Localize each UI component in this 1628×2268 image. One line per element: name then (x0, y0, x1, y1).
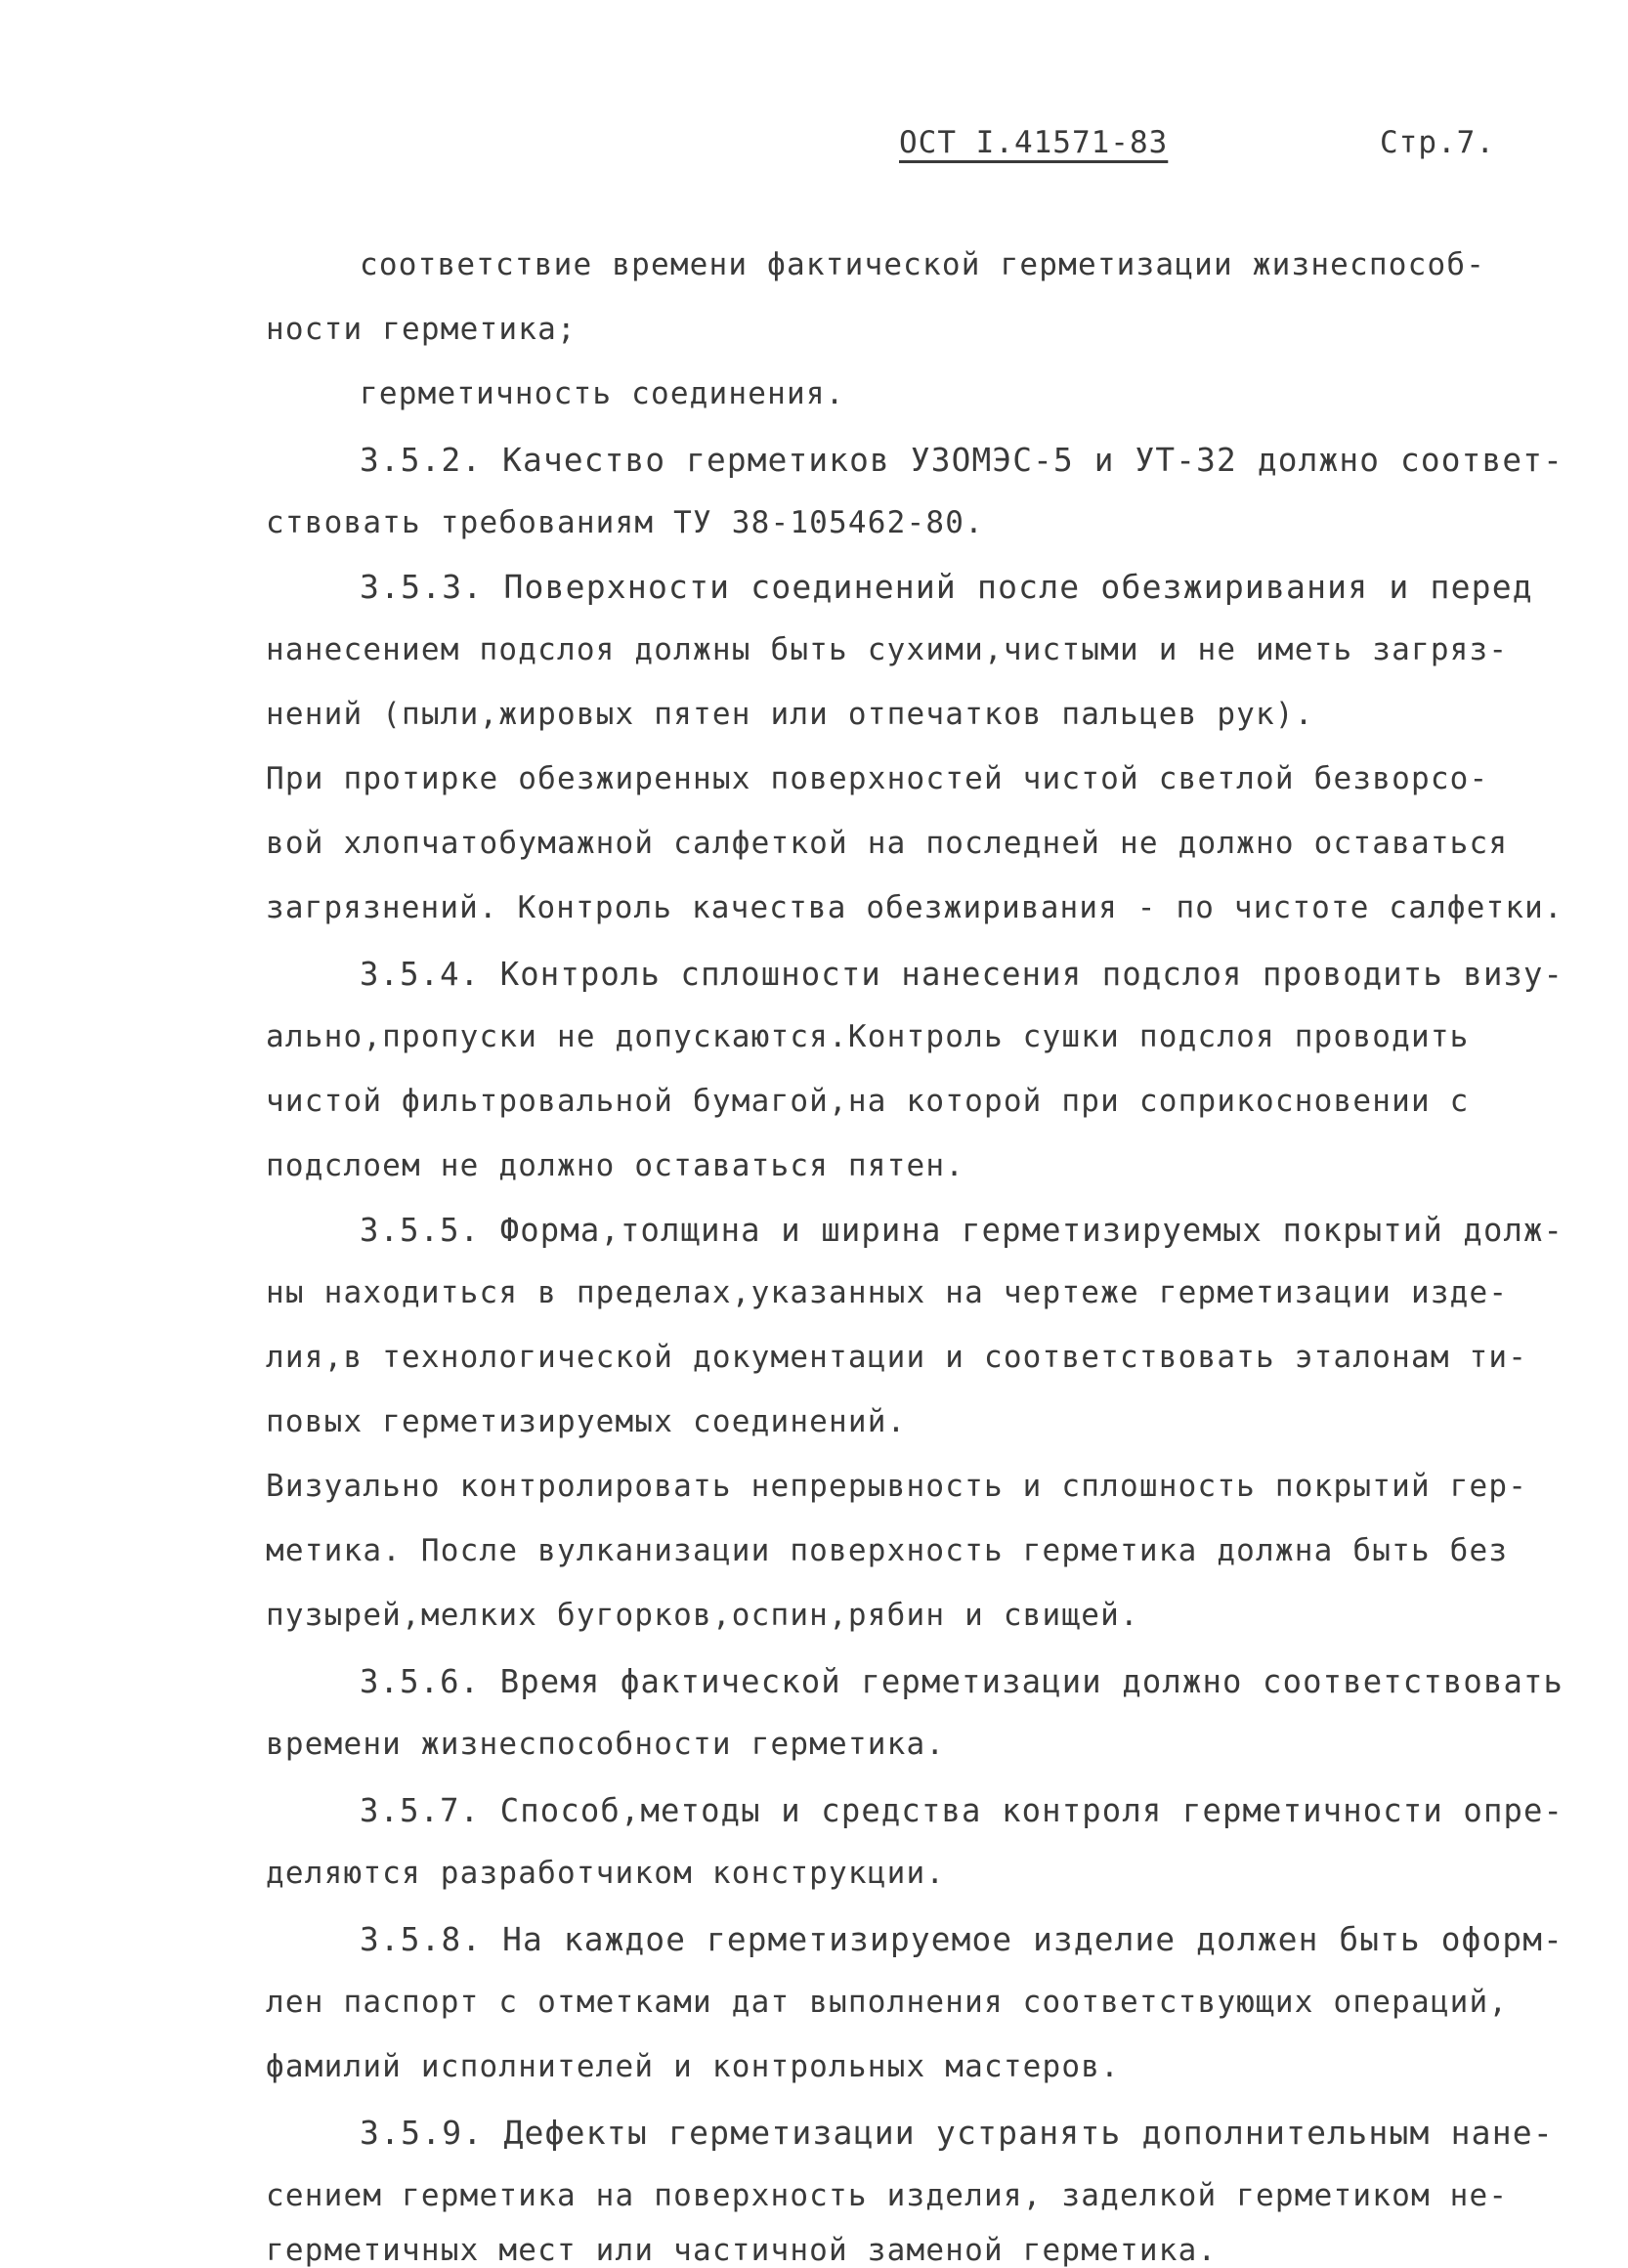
text-line: ствовать требованиям ТУ 38-105462-80. (266, 505, 984, 540)
text-line: деляются разработчиком конструкции. (266, 1856, 946, 1891)
text-line: Визуально контролировать непрерывность и сплошность покрытий гер- (266, 1469, 1528, 1504)
text-line: времени жизнеспособности герметика. (266, 1727, 946, 1762)
text-line: повых герметизируемых соединений. (266, 1404, 907, 1439)
text-line: лен паспорт с отметками дат выполнения соответствующих операций, (266, 1985, 1509, 2020)
page-number: Стр.7. (1380, 125, 1495, 160)
text-line: 3.5.3. Поверхности соединений после обезжиривания и перед (360, 568, 1533, 606)
text-line: ально,пропуски не допускаются.Контроль сушки подслоя проводить (266, 1019, 1470, 1054)
text-line: 3.5.8. На каждое герметизируемое изделие должен быть оформ- (360, 1920, 1564, 1958)
text-line: 3.5.5. Форма,толщина и ширина герметизируемых покрытий долж- (360, 1211, 1564, 1249)
text-line: сением герметика на поверхность изделия, заделкой герметиком не- (266, 2178, 1509, 2213)
text-line: соответствие времени фактической герметизации жизнеспособ- (360, 247, 1486, 282)
text-line: загрязнений. Контроль качества обезжиривания - по чистоте салфетки. (266, 890, 1564, 925)
text-line: чистой фильтровальной бумагой,на которой при соприкосновении с (266, 1084, 1470, 1119)
text-line: ны находиться в пределах,указанных на чертеже герметизации изде- (266, 1275, 1509, 1310)
text-line: 3.5.7. Способ,методы и средства контроля герметичности опре- (360, 1791, 1564, 1829)
text-line: нанесением подслоя должны быть сухими,чистыми и не иметь загряз- (266, 632, 1509, 667)
document-code: ОСТ I.41571-83 (899, 125, 1169, 160)
text-line: герметичных мест или частичной заменой герметика. (266, 2233, 1218, 2268)
text-line: лия,в технологической документации и соответствовать эталонам ти- (266, 1340, 1528, 1375)
text-line: вой хлопчатобумажной салфеткой на последней не должно оставаться (266, 826, 1509, 861)
text-line: метика. После вулканизации поверхность герметика должна быть без (266, 1533, 1509, 1568)
text-line: 3.5.6. Время фактической герметизации должно соответствовать (360, 1662, 1564, 1700)
text-line: фамилий исполнителей и контрольных мастеров. (266, 2049, 1120, 2084)
text-line: 3.5.9. Дефекты герметизации устранять дополнительным нане- (360, 2114, 1554, 2152)
text-line: При протирке обезжиренных поверхностей чистой светлой безворсо- (266, 761, 1489, 796)
text-line: герметичность соединения. (360, 376, 845, 411)
text-line: подслоем не должно оставаться пятен. (266, 1148, 965, 1183)
text-line: 3.5.4. Контроль сплошности нанесения подслоя проводить визу- (360, 955, 1564, 993)
text-line: пузырей,мелких бугорков,оспин,рябин и свищей. (266, 1598, 1139, 1633)
text-line: 3.5.2. Качество герметиков УЗОМЭС-5 и УТ-32 должно соответ- (360, 441, 1564, 479)
text-line: ности герметика; (266, 312, 577, 347)
text-line: нений (пыли,жировых пятен или отпечатков пальцев рук). (266, 697, 1314, 732)
